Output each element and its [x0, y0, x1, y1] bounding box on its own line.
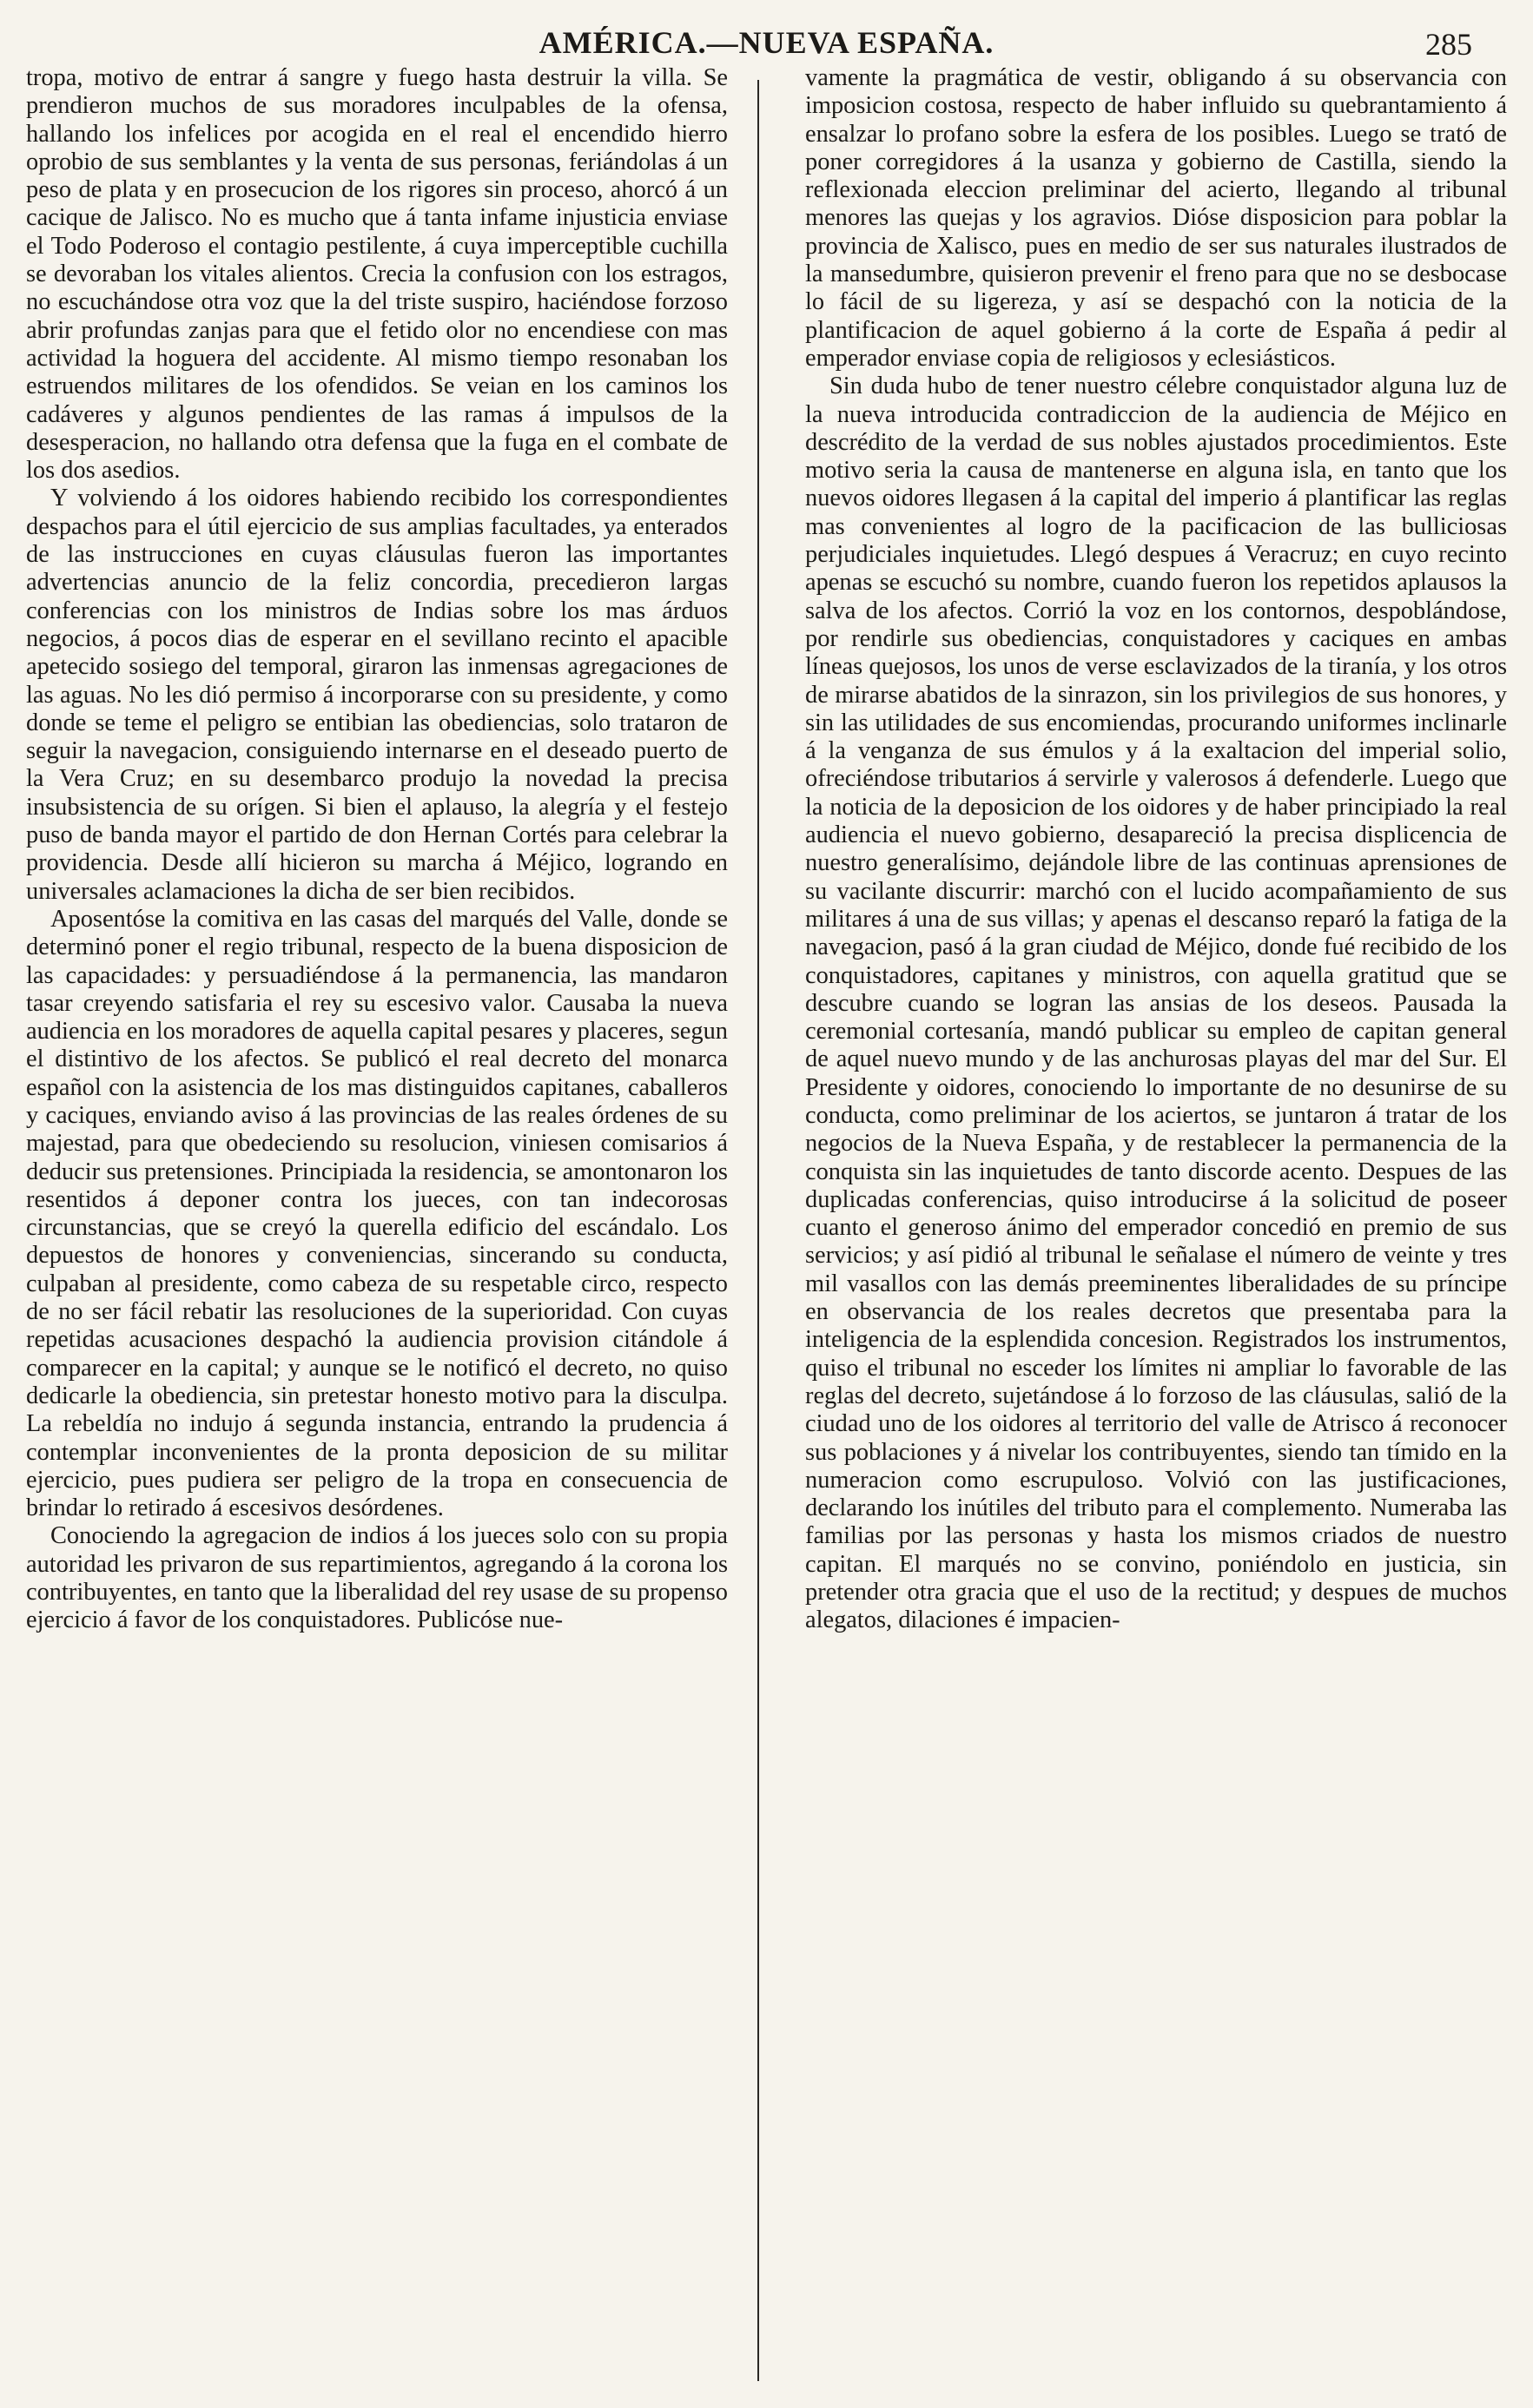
paragraph: vamente la pragmática de vestir, obligando á su observancia con imposicion costosa, respecto de haber influido su quebrantamiento á ensalzar lo profano sobre la esfera de los posibles. Luego se trató de poner corregidores á la usanza y gobierno de Castilla, siendo la reflexionada eleccion preliminar del acierto, llegando al tribunal menores las quejas y los agravios. Dióse disposicion para poblar la provincia de Xalisco, pues en medio de ser sus naturales ilustrados de la mansedumbre, quisieron prevenir el freno para que no se desbocase lo fácil de su ligereza, y así se despachó con la noticia de la plantificacion de aquel gobierno á la corte de España á pedir al emperador enviase copia de religiosos y eclesiásticos. — [805, 64, 1507, 372]
page-number: 285 — [1425, 27, 1472, 62]
paragraph: Sin duda hubo de tener nuestro célebre conquistador alguna luz de la nueva introducida contradiccion de la audiencia de Méjico en descrédito de la verdad de sus nobles ajustados procedimientos. Este motivo seria la causa de mantenerse en alguna isla, en tanto que los nuevos oidores llegasen á la capital del imperio á plantificar las reglas mas convenientes al logro de la pacificacion de las bulliciosas perjudiciales inquietudes. Llegó despues á Veracruz; en cuyo recinto apenas se escuchó su nombre, cuando fueron los repetidos aplausos la salva de los afectos. Corrió la voz en los contornos, despoblándose, por rendirle sus obediencias, conquistadores y caciques en ambas líneas quejosos, los unos de verse esclavizados de la tiranía, y los otros de mirarse abatidos de la sinrazon, sin los privilegios de sus honores, y sin las utilidades de sus encomiendas, procurando uniformes inclinarle á la venganza de sus émulos y á la exaltacion del imperial solio, ofreciéndose tributarios á servirle y valerosos á defenderle. Luego que la noticia de la deposicion de los oidores y de haber principiado la real audiencia el nuevo gobierno, desapareció la precisa displicencia de nuestro generalísimo, dejándole libre de las continuas aprensiones de su vacilante discurrir: marchó con el lucido acompañamiento de sus militares á una de sus villas; y apenas el descanso reparó la fatiga de la navegacion, pasó á la gran ciudad de Méjico, donde fué recibido de los conquistadores, capitanes y ministros, con aquella gratitud que se descubre cuando se logran las ansias de los deseos. Pausada la ceremonial cortesanía, mandó publicar su empleo de capitan general de aquel nuevo mundo y de las anchurosas playas del mar del Sur. El Presidente y oidores, conociendo lo importante de no desunirse de su conducta, como preliminar de los aciertos, se juntaron á tratar de los negocios de la Nueva España, y de restablecer la permanencia de la conquista sin las inquietudes de tanto discorde acento. Despues de las duplicadas conferencias, quiso introducirse á la solicitud de poseer cuanto el generoso ánimo del emperador concedió en premio de sus servicios; y así pidió al tribunal le señalase el número de veinte y tres mil vasallos con las demás preeminentes liberalidades de su príncipe en observancia de los reales decretos que presentaba para la inteligencia de la esplendida concesion. Registrados los instrumentos, quiso el tribunal no esceder los límites ni ampliar lo favorable de las reglas del decreto, sujetándose á lo forzoso de las cláusulas, salió de la ciudad uno de los oidores al territorio del valle de Atrisco á reconocer sus poblaciones y á nivelar los contribuyentes, siendo tan tímido en la numeracion como escrupuloso. Volvió con las justificaciones, declarando los inútiles del tributo para el complemento. Numeraba las familias por las personas y hasta los mismos criados de nuestro capitan. El marqués no se convino, poniéndolo en justicia, sin pretender otra gracia que el uso de la rectitud; y despues de muchos alegatos, dilaciones é impacien- — [805, 373, 1507, 1634]
paragraph: Aposentóse la comitiva en las casas del marqués del Valle, donde se determinó poner el regio tribunal, respecto de la buena disposicion de las capacidades: y persuadiéndose á la permanencia, las mandaron tasar creyendo satisfaria el rey su escesivo valor. Causaba la nueva audiencia en los moradores de aquella capital pesares y placeres, segun el distintivo de los afectos. Se publicó el real decreto del monarca español con la asistencia de los mas distinguidos capitanes, caballeros y caciques, enviando aviso á las provincias de las reales órdenes de su majestad, para que obedeciendo su resolucion, viniesen comisarios á deducir sus pretensiones. Principiada la residencia, se amontonaron los resentidos á deponer contra los jueces, con tan indecorosas circunstancias, que se creyó la querella edificio del escándalo. Los depuestos de honores y conveniencias, sincerando su conducta, culpaban al presidente, como cabeza de su respetable circo, respecto de no ser fácil rebatir las resoluciones de la superioridad. Con cuyas repetidas acusaciones despachó la audiencia provision citándole á comparecer en la capital; y aunque se le notificó el decreto, no quiso dedicarle la obediencia, sin pretestar honesto motivo para la disculpa. La rebeldía no indujo á segunda instancia, entrando la prudencia á contemplar inconvenientes de la pronta deposicion de su militar ejercicio, pues pudiera ser peligro de la tropa en consecuencia de brindar lo retirado á escesivos desórdenes. — [26, 905, 728, 1522]
running-title: AMÉRICA.—NUEVA ESPAÑA. — [539, 25, 994, 60]
right-column — [805, 64, 1507, 2392]
paragraph: tropa, motivo de entrar á sangre y fuego hasta destruir la villa. Se prendieron muchos de sus moradores inculpables de la ofensa, hallando los infelices por acogida en el real el encendido hierro oprobio de sus semblantes y la venta de sus personas, feriándolas á un peso de plata y en prosecucion de los rigores sin proceso, ahorcó á un cacique de Jalisco. No es mucho que á tanta infame injusticia enviase el Todo Poderoso el contagio pestilente, á cuya imperceptible cuchilla se devoraban los vitales alientos. Crecia la confusion con los estragos, no escuchándose otra voz que la del triste suspiro, haciéndose forzoso abrir profundas zanjas para que el fetido olor no encendiese con mas actividad la hoguera del accidente. Al mismo tiempo resonaban los estruendos militares de los ofendidos. Se veian en los caminos los cadáveres y algunos pendientes de las ramas á impulsos de la desesperacion, no hallando otra defensa que la fuga en el combate de los dos asedios. — [26, 64, 728, 485]
left-column — [26, 64, 728, 2392]
text-columns — [26, 64, 1507, 2392]
paragraph: Y volviendo á los oidores habiendo recibido los correspondientes despachos para el útil ejercicio de sus amplias facultades, ya enterados de las instrucciones en cuyas cláusulas fueron las importantes advertencias anuncio de la feliz concordia, precedieron largas conferencias con los ministros de Indias sobre los mas árduos negocios, á pocos dias de esperar en el sevillano recinto el apacible apetecido sosiego del temporal, giraron las inmensas agregaciones de las aguas. No les dió permiso á incorporarse con su presidente, y como donde se teme el peligro se entibian las obediencias, solo trataron de seguir la navegacion, consiguiendo internarse en el deseado puerto de la Vera Cruz; en su desembarco produjo la novedad la precisa insubsistencia de su orígen. Si bien el aplauso, la alegría y el festejo puso de banda mayor el partido de don Hernan Cortés para celebrar la providencia. Desde allí hicieron su marcha á Méjico, logrando en universales aclamaciones la dicha de ser bien recibidos. — [26, 485, 728, 905]
page-header — [0, 19, 1533, 64]
paragraph: Conociendo la agregacion de indios á los jueces solo con su propia autoridad les privaron de sus repartimientos, agregando á la corona los contribuyentes, en tanto que la liberalidad del rey usase de su propenso ejercicio á favor de los conquistadores. Publicóse nue- — [26, 1522, 728, 1634]
